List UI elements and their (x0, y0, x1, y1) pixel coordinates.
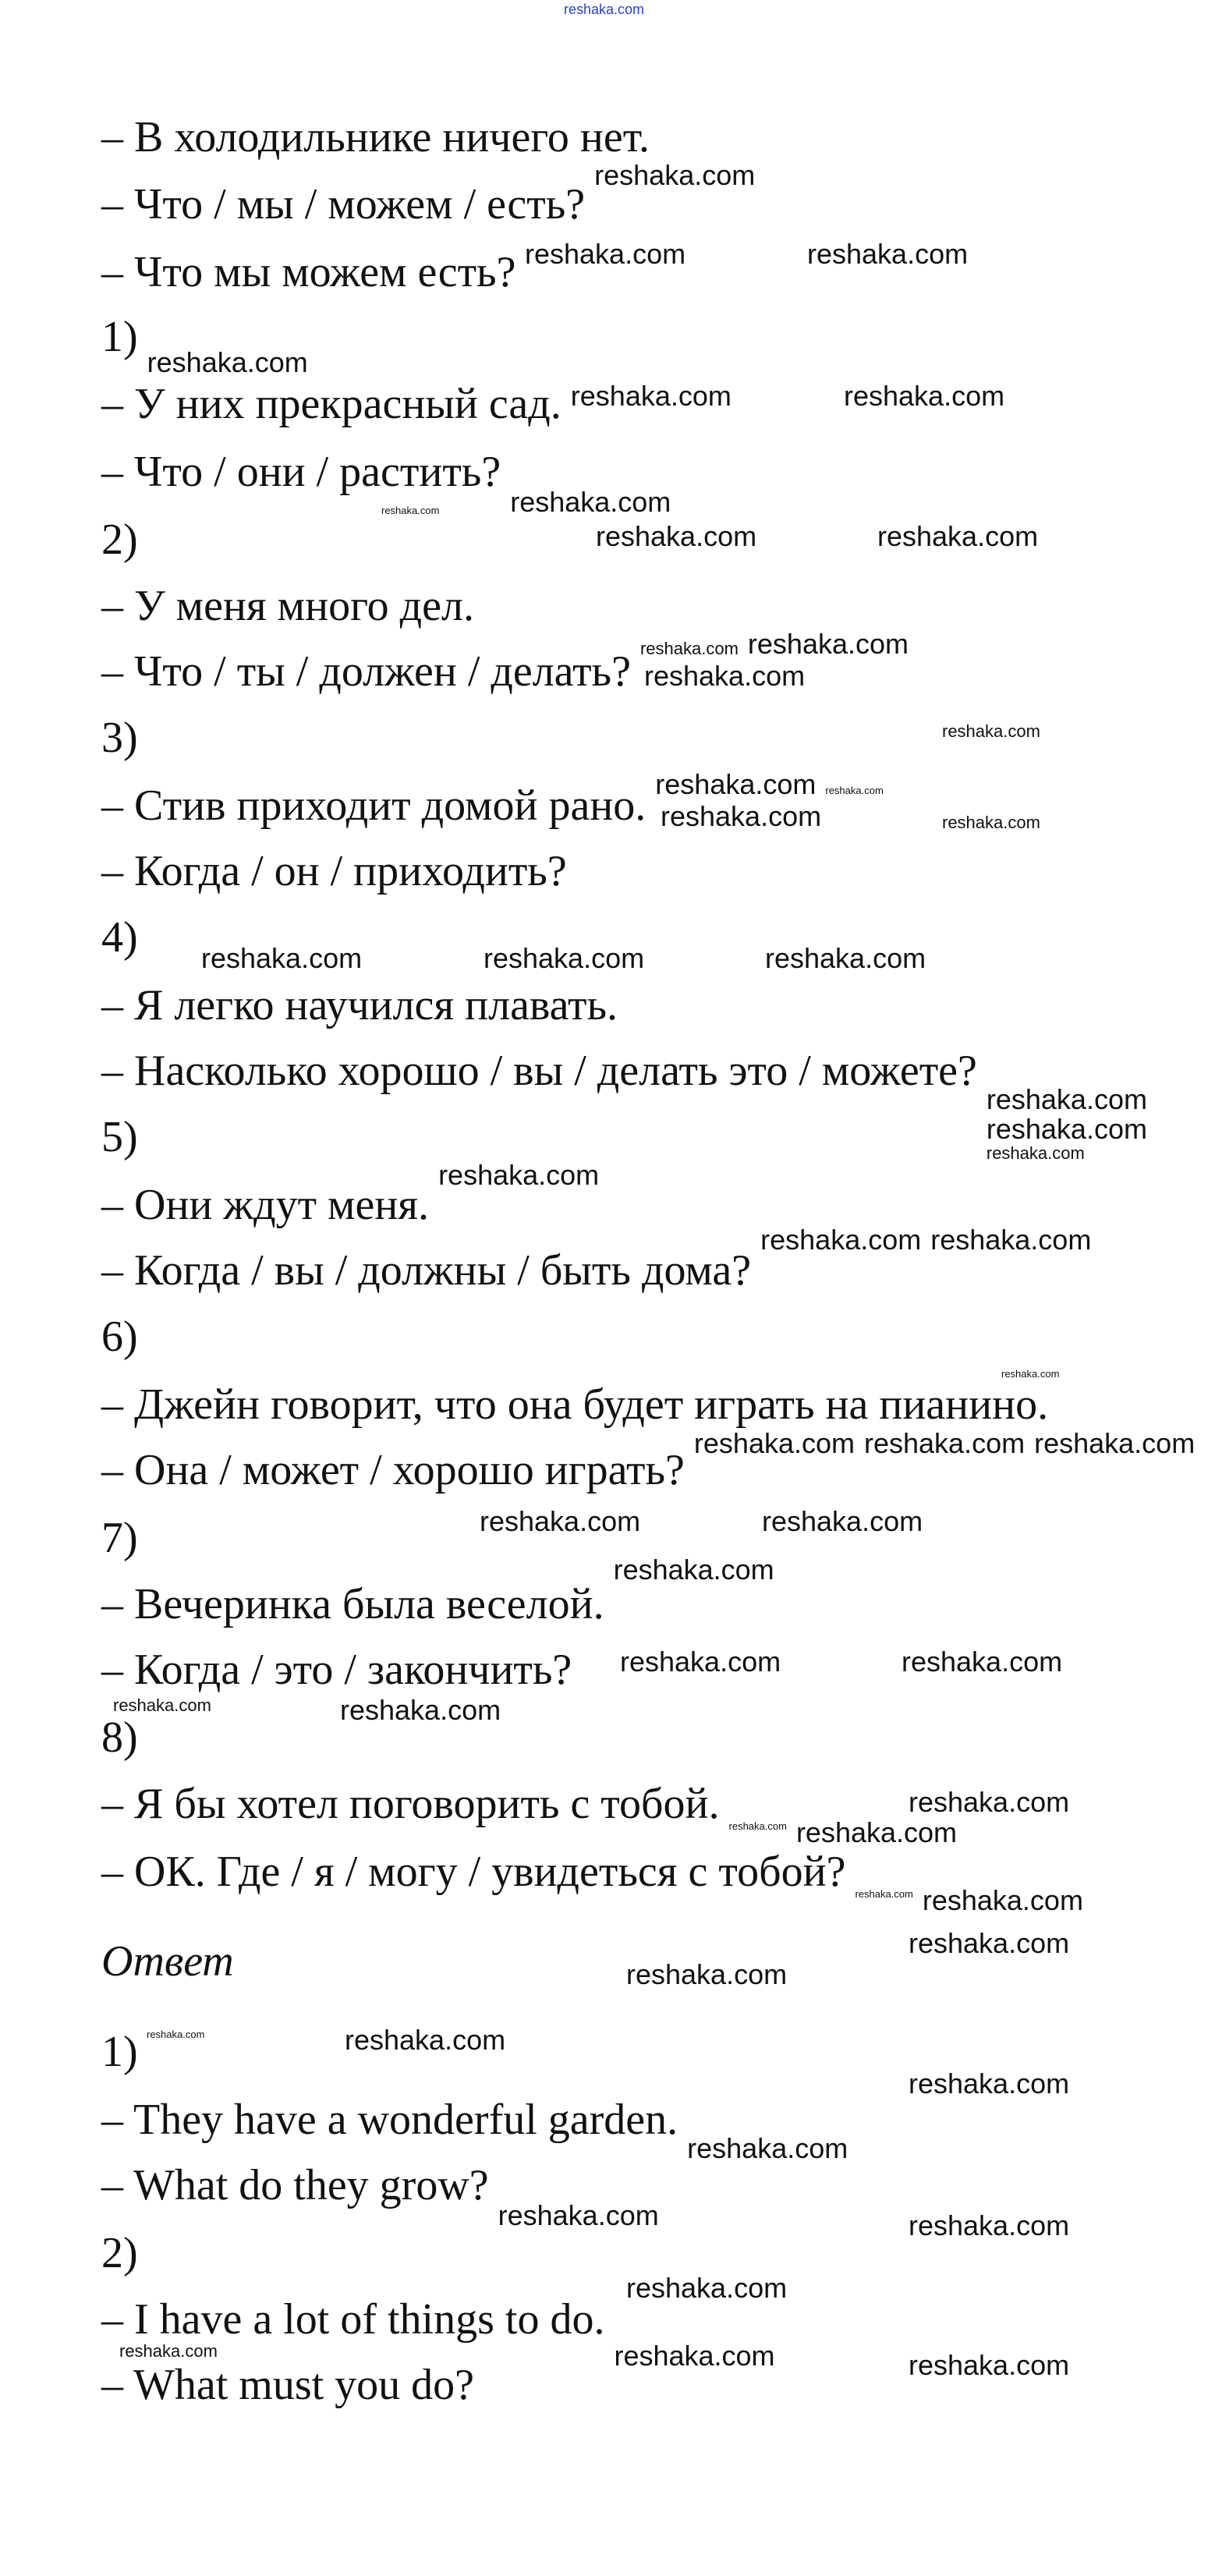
watermark: reshaka.com (902, 1646, 1063, 1678)
watermark: reshaka.com (147, 2029, 205, 2040)
watermark: reshaka.com (594, 159, 756, 191)
dialogue-line: – Я легко научился плавать. (101, 981, 618, 1029)
watermark: reshaka.com (942, 813, 1040, 832)
watermark: reshaka.com (765, 942, 926, 974)
watermark: reshaka.com (795, 1816, 958, 1848)
watermark: reshaka.com (942, 721, 1040, 741)
watermark: reshaka.com (909, 2349, 1070, 2381)
dialogue-line: – У них прекрасный сад. (101, 380, 561, 428)
dialogue-line: – ОК. Где / я / могу / увидеться с тобой? (101, 1848, 846, 1896)
item-number: 1) (101, 313, 138, 361)
watermark: reshaka.com (693, 1427, 855, 1459)
watermark: reshaka.com (747, 628, 909, 660)
dialogue-line: – Когда / вы / должны / быть дома? (101, 1246, 752, 1295)
item-number: 2) (101, 2229, 138, 2277)
watermark: reshaka.com (644, 660, 806, 692)
watermark: reshaka.com (510, 486, 671, 518)
watermark: reshaka.com (596, 520, 757, 552)
dialogue-line: – В холодильнике ничего нет. (101, 113, 650, 161)
dialogue-line: – Что мы можем есть? (101, 248, 516, 296)
dialogue-line: – I have a lot of things to do. (101, 2295, 605, 2344)
watermark: reshaka.com (930, 1224, 1092, 1256)
dialogue-line: – Она / может / хорошо играть? (101, 1446, 685, 1494)
dialogue-line: – What do they grow? (101, 2161, 489, 2209)
watermark: reshaka.com (613, 1554, 774, 1586)
watermark: reshaka.com (760, 1224, 922, 1256)
watermark: reshaka.com (1001, 1368, 1060, 1380)
watermark: reshaka.com (762, 1505, 923, 1537)
watermark: reshaka.com (113, 1695, 211, 1715)
watermark: reshaka.com (986, 1143, 1085, 1163)
watermark: reshaka.com (570, 380, 732, 412)
watermark: reshaka.com (909, 1927, 1070, 1959)
watermark: reshaka.com (438, 1159, 600, 1191)
watermark-link[interactable]: reshaka.com (563, 2, 645, 17)
watermark: reshaka.com (119, 2341, 218, 2361)
watermark: reshaka.com (498, 2199, 659, 2231)
watermark: reshaka.com (909, 2209, 1070, 2241)
dialogue-line: – Я бы хотел поговорить с тобой. (101, 1780, 720, 1828)
watermark: reshaka.com (661, 800, 822, 832)
dialogue-line: – Что / они / растить? (101, 448, 501, 496)
item-number: 7) (101, 1514, 138, 1562)
watermark: reshaka.com (626, 2272, 788, 2304)
watermark: reshaka.com (525, 238, 686, 270)
watermark: reshaka.com (614, 2340, 775, 2372)
watermark: reshaka.com (345, 2024, 506, 2056)
watermark: reshaka.com (480, 1505, 641, 1537)
watermark: reshaka.com (484, 942, 645, 974)
dialogue-line: – У меня много дел. (101, 582, 474, 630)
watermark: reshaka.com (864, 1427, 1026, 1459)
dialogue-line: – Насколько хорошо / вы / делать это / можете? (101, 1047, 977, 1095)
watermark: reshaka.com (728, 1820, 787, 1832)
watermark: reshaka.com (986, 1083, 1147, 1115)
watermark: reshaka.com (986, 1113, 1147, 1145)
watermark: reshaka.com (340, 1694, 501, 1726)
item-number: 1) (101, 2028, 138, 2076)
dialogue-line: – Они ждут меня. (101, 1181, 430, 1229)
watermark: reshaka.com (655, 768, 817, 800)
watermark: reshaka.com (909, 1786, 1070, 1818)
item-number: 6) (101, 1313, 138, 1361)
watermark: reshaka.com (909, 2068, 1070, 2099)
watermark: reshaka.com (855, 1888, 913, 1900)
dialogue-line: – Вечеринка была веселой. (101, 1580, 604, 1628)
answer-heading: Ответ (101, 1937, 234, 1986)
item-number: 4) (101, 913, 138, 962)
dialogue-line: – What must you do? (101, 2361, 475, 2409)
watermark: reshaka.com (201, 942, 363, 974)
dialogue-line: – Стив приходит домой рано. (101, 781, 647, 830)
watermark: reshaka.com (626, 1958, 788, 1990)
watermark: reshaka.com (147, 346, 308, 378)
dialogue-line: – Джейн говорит, что она будет играть на пианино. (101, 1380, 1049, 1429)
item-number: 5) (101, 1113, 138, 1161)
item-number: 2) (101, 516, 138, 564)
watermark: reshaka.com (639, 639, 739, 658)
watermark: reshaka.com (825, 785, 884, 796)
dialogue-line: – They have a wonderful garden. (101, 2096, 678, 2144)
watermark: reshaka.com (844, 380, 1005, 412)
dialogue-line: – Когда / это / закончить? (101, 1646, 572, 1694)
watermark: reshaka.com (807, 238, 969, 270)
item-number: 3) (101, 714, 138, 762)
watermark: reshaka.com (381, 505, 440, 516)
watermark: reshaka.com (922, 1884, 1083, 1916)
dialogue-line: – Когда / он / приходить? (101, 847, 567, 895)
watermark: reshaka.com (687, 2132, 848, 2164)
item-number: 8) (101, 1713, 138, 1762)
watermark: reshaka.com (620, 1646, 781, 1678)
watermark: reshaka.com (877, 520, 1039, 552)
dialogue-line: – Что / ты / должен / делать? (101, 647, 631, 696)
watermark: reshaka.com (1034, 1427, 1196, 1459)
dialogue-line: – Что / мы / можем / есть? (101, 180, 586, 229)
